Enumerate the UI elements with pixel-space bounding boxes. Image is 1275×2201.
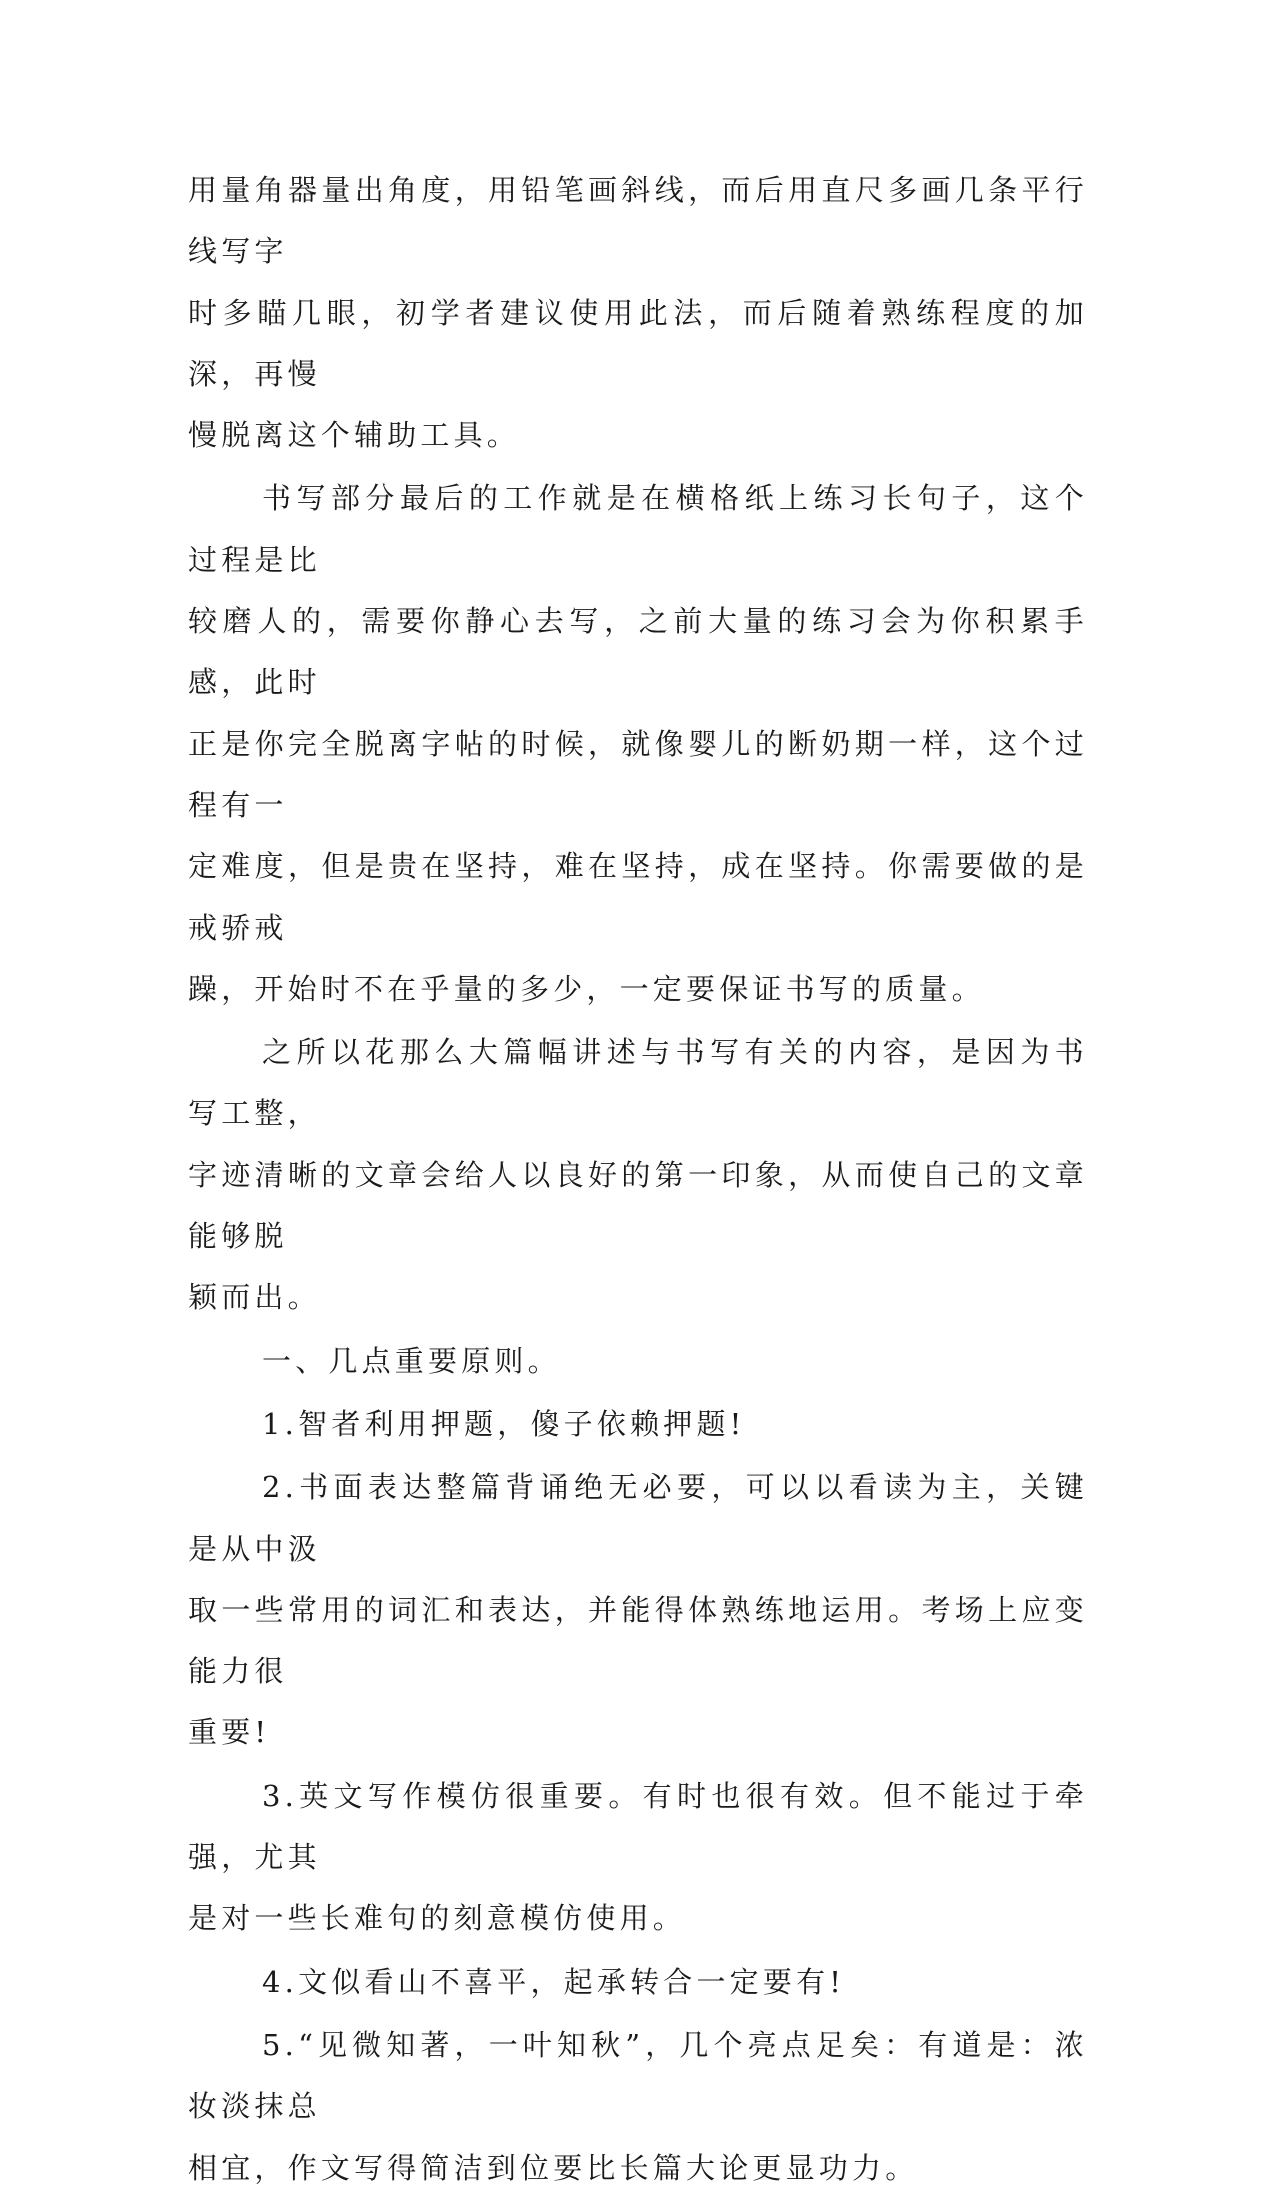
text-line: 4.文似看山不喜平，起承转合一定要有! (262, 1964, 846, 1999)
text-line: 5.“见微知著，一叶知秋”，几个亮点足矣：有道是：浓妆淡抹总 (188, 2027, 1088, 2124)
text-line: 1.智者利用押题，傻子依赖押题! (262, 1406, 746, 1441)
section-heading-principles (188, 1331, 1088, 1392)
text-line: 较磨人的，需要你静心去写，之前大量的练习会为你积累手感，此时 (188, 604, 1088, 700)
text-line: 重要! (188, 1715, 271, 1750)
principle-item-3 (188, 1766, 1088, 1950)
paragraph-long-sentence-practice (188, 468, 1088, 1020)
principle-item-5 (188, 2015, 1088, 2199)
text-line: 书写部分最后的工作就是在横格纸上练习长句子，这个过程是比 (188, 481, 1088, 577)
principle-item-4 (188, 1952, 1088, 2013)
text-line: 相宜，作文写得简洁到位要比长篇大论更显功力。 (188, 2150, 919, 2185)
text-line: 3.英文写作模仿很重要。有时也很有效。但不能过于牵强，尤其 (188, 1778, 1088, 1875)
text-line: 一、几点重要原则。 (262, 1343, 561, 1378)
text-line: 颖而出。 (188, 1280, 321, 1315)
text-line: 字迹清晰的文章会给人以良好的第一印象，从而使自己的文章能够脱 (188, 1157, 1088, 1254)
text-line: 躁，开始时不在乎量的多少，一定要保证书写的质量。 (188, 971, 985, 1006)
text-line: 定难度，但是贵在坚持，难在坚持，成在坚持。你需要做的是戒骄戒 (188, 849, 1088, 945)
document-body (188, 160, 1088, 2201)
paragraph-protractor-method (188, 160, 1088, 466)
text-line: 取一些常用的词汇和表达，并能得体熟练地运用。考场上应变能力很 (188, 1592, 1088, 1689)
paragraph-handwriting-importance (188, 1022, 1088, 1328)
text-line: 用量角器量出角度，用铅笔画斜线，而后用直尺多画几条平行线写字 (188, 173, 1088, 269)
principle-item-1 (188, 1394, 1088, 1455)
text-line: 慢脱离这个辅助工具。 (188, 418, 521, 453)
text-line: 正是你完全脱离字帖的时候，就像婴儿的断奶期一样，这个过程有一 (188, 726, 1088, 822)
text-line: 是对一些长难句的刻意模仿使用。 (188, 1901, 687, 1936)
text-line: 之所以花那么大篇幅讲述与书写有关的内容，是因为书写工整， (188, 1035, 1088, 1131)
text-line: 2.书面表达整篇背诵绝无必要，可以以看读为主，关键是从中汲 (188, 1470, 1088, 1566)
text-line: 时多瞄几眼，初学者建议使用此法，而后随着熟练程度的加深，再慢 (188, 295, 1088, 391)
principle-item-2 (188, 1457, 1088, 1763)
